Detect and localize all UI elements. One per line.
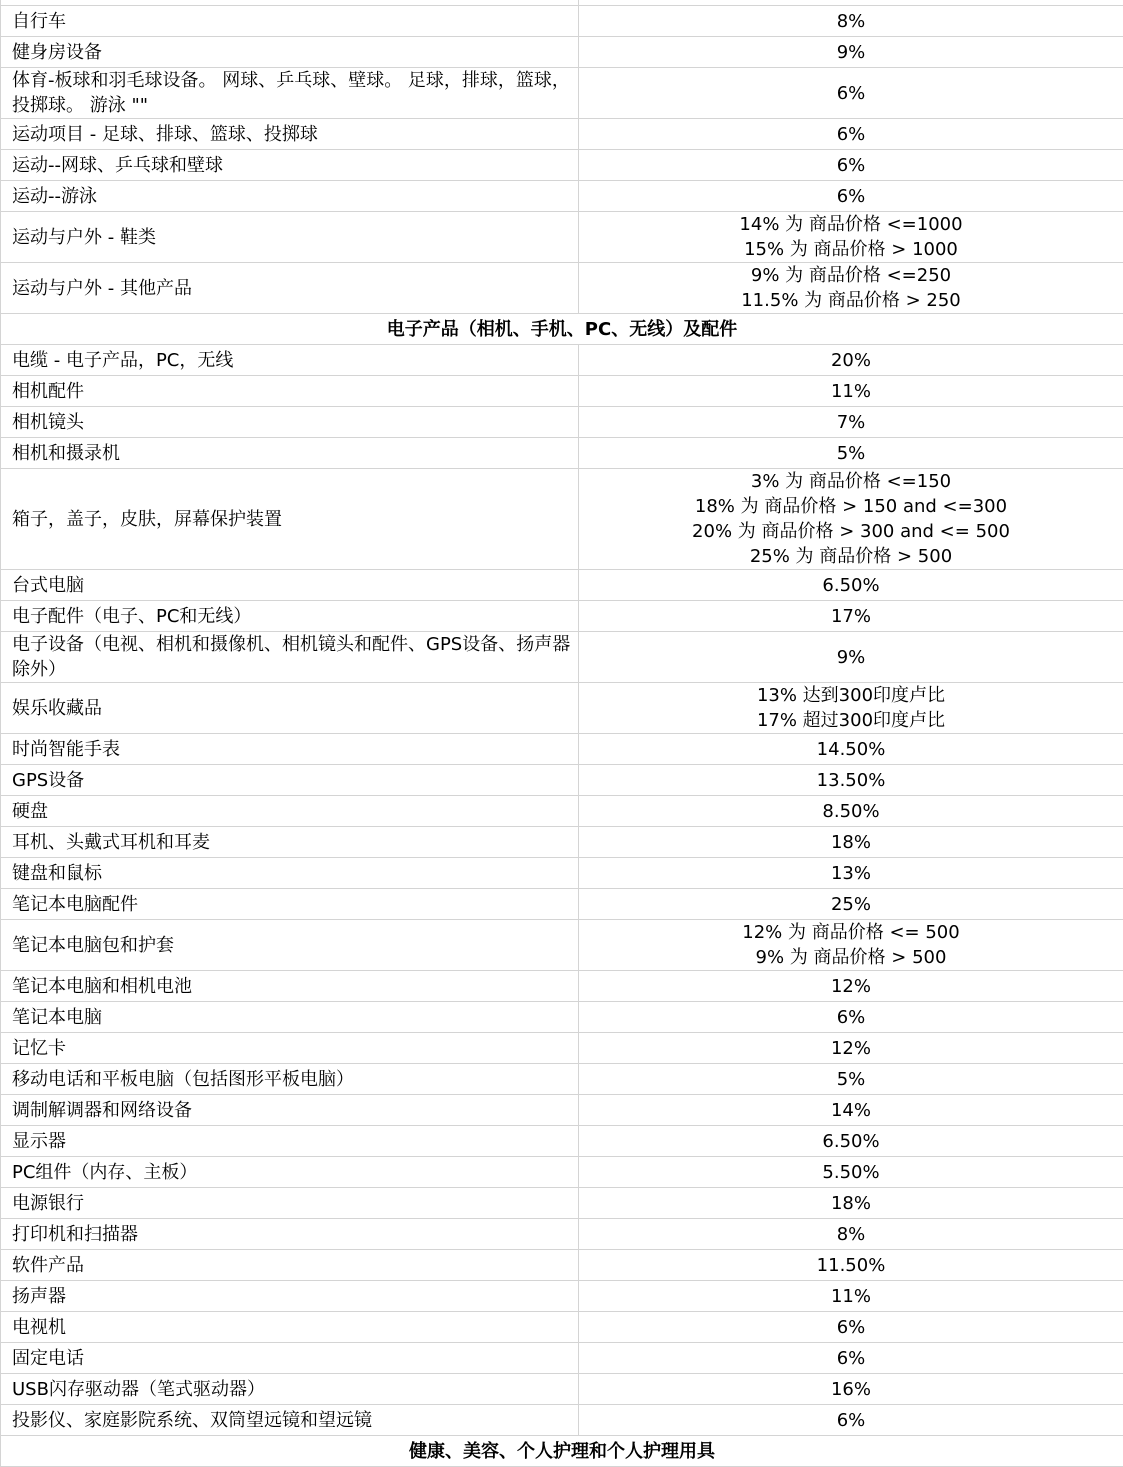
fee-cell <box>579 469 1123 570</box>
category-cell: 记忆卡 <box>1 1033 579 1064</box>
fee-line: 25% <box>579 892 1123 917</box>
fee-cell <box>579 601 1123 632</box>
category-cell: 娱乐收藏品 <box>1 683 579 734</box>
category-cell: 电子配件（电子、PC和无线） <box>1 601 579 632</box>
fee-line: 5% <box>579 441 1123 466</box>
fee-cell <box>579 263 1123 314</box>
table-row <box>1 683 1123 734</box>
fee-cell <box>579 796 1123 827</box>
fee-cell <box>579 1281 1123 1312</box>
fee-line: 6% <box>579 81 1123 106</box>
fee-cell <box>579 683 1123 734</box>
section-title: 健康、美容、个人护理和个人护理用具 <box>1 1436 1123 1467</box>
table-row <box>1 1157 1123 1188</box>
table-row <box>1 212 1123 263</box>
fee-line: 13.50% <box>579 768 1123 793</box>
table-row <box>1 765 1123 796</box>
fee-line: 6% <box>579 1315 1123 1340</box>
table-row <box>1 68 1123 119</box>
fee-cell <box>579 1219 1123 1250</box>
fee-line: 18% <box>579 1191 1123 1216</box>
category-cell: 体育-板球和羽毛球设备。 网球、乒乓球、壁球。 足球，排球，篮球，投掷球。 游泳 "" <box>1 68 579 119</box>
fee-cell <box>579 889 1123 920</box>
fee-line: 11% <box>579 1284 1123 1309</box>
table-row <box>1 1219 1123 1250</box>
table-row <box>1 858 1123 889</box>
fee-cell <box>579 827 1123 858</box>
fee-line: 8.50% <box>579 799 1123 824</box>
table-row <box>1 181 1123 212</box>
fee-cell <box>579 1002 1123 1033</box>
category-cell: 自行车 <box>1 6 579 37</box>
fee-line: 8% <box>579 1222 1123 1247</box>
category-cell: 笔记本电脑和相机电池 <box>1 971 579 1002</box>
category-cell: 电缆 - 电子产品，PC，无线 <box>1 345 579 376</box>
fee-line: 6% <box>579 184 1123 209</box>
category-cell: 笔记本电脑配件 <box>1 889 579 920</box>
category-cell: 打印机和扫描器 <box>1 1219 579 1250</box>
category-cell: 运动项目 - 足球、排球、篮球、投掷球 <box>1 119 579 150</box>
fee-cell <box>579 1064 1123 1095</box>
fee-line: 18% 为 商品价格 > 150 and <=300 <box>579 494 1123 519</box>
table-row <box>1 37 1123 68</box>
fee-line: 6% <box>579 1346 1123 1371</box>
fee-line: 3% 为 商品价格 <=150 <box>579 469 1123 494</box>
table-row <box>1 796 1123 827</box>
table-row <box>1 1374 1123 1405</box>
table-row <box>1 1343 1123 1374</box>
table-row <box>1 1281 1123 1312</box>
fee-table-body <box>1 0 1123 1467</box>
fee-cell <box>579 37 1123 68</box>
fee-line: 8% <box>579 9 1123 34</box>
fee-cell <box>579 212 1123 263</box>
table-row <box>1 1405 1123 1436</box>
fee-line: 20% <box>579 348 1123 373</box>
fee-line: 14% 为 商品价格 <=1000 <box>579 212 1123 237</box>
fee-line <box>579 0 1123 3</box>
category-cell: 键盘和鼠标 <box>1 858 579 889</box>
fee-line: 6% <box>579 1408 1123 1433</box>
fee-line: 14% <box>579 1098 1123 1123</box>
category-cell: 笔记本电脑包和护套 <box>1 920 579 971</box>
fee-cell <box>579 765 1123 796</box>
fee-cell <box>579 1312 1123 1343</box>
fee-line: 13% <box>579 861 1123 886</box>
fee-line: 9% <box>579 40 1123 65</box>
table-row <box>1 601 1123 632</box>
table-row <box>1 632 1123 683</box>
fee-cell <box>579 150 1123 181</box>
category-cell: 健身房设备 <box>1 37 579 68</box>
table-row <box>1 119 1123 150</box>
table-row <box>1 1064 1123 1095</box>
fee-line: 7% <box>579 410 1123 435</box>
fee-cell <box>579 1374 1123 1405</box>
category-cell: 软件产品 <box>1 1250 579 1281</box>
fee-line: 6% <box>579 122 1123 147</box>
category-cell: USB闪存驱动器（笔式驱动器） <box>1 1374 579 1405</box>
fee-line: 14.50% <box>579 737 1123 762</box>
category-cell: 电子设备（电视、相机和摄像机、相机镜头和配件、GPS设备、扬声器除外） <box>1 632 579 683</box>
fee-line: 18% <box>579 830 1123 855</box>
fee-line: 5.50% <box>579 1160 1123 1185</box>
fee-line: 16% <box>579 1377 1123 1402</box>
category-cell: 显示器 <box>1 1126 579 1157</box>
category-cell: 笔记本电脑 <box>1 1002 579 1033</box>
fee-cell <box>579 119 1123 150</box>
table-row <box>1 1033 1123 1064</box>
category-cell: GPS设备 <box>1 765 579 796</box>
table-row <box>1 150 1123 181</box>
fee-cell <box>579 345 1123 376</box>
fee-cell <box>579 376 1123 407</box>
category-cell: 运动--游泳 <box>1 181 579 212</box>
table-row <box>1 263 1123 314</box>
fee-line: 9% 为 商品价格 <=250 <box>579 263 1123 288</box>
fee-cell <box>579 407 1123 438</box>
category-cell: 箱子，盖子，皮肤，屏幕保护装置 <box>1 469 579 570</box>
table-row <box>1 6 1123 37</box>
category-cell: 运动与户外 - 其他产品 <box>1 263 579 314</box>
table-row <box>1 1126 1123 1157</box>
table-row <box>1 827 1123 858</box>
fee-line: 25% 为 商品价格 > 500 <box>579 544 1123 569</box>
category-cell: 耳机、头戴式耳机和耳麦 <box>1 827 579 858</box>
table-row <box>1 889 1123 920</box>
category-cell: 扬声器 <box>1 1281 579 1312</box>
fee-line: 11.50% <box>579 1253 1123 1278</box>
category-cell: 相机配件 <box>1 376 579 407</box>
fee-line: 6% <box>579 153 1123 178</box>
section-header-row <box>1 314 1123 345</box>
fee-line: 11% <box>579 379 1123 404</box>
fee-line: 20% 为 商品价格 > 300 and <= 500 <box>579 519 1123 544</box>
fee-cell <box>579 971 1123 1002</box>
fee-line: 13% 达到300印度卢比 <box>579 683 1123 708</box>
section-title: 电子产品（相机、手机、PC、无线）及配件 <box>1 314 1123 345</box>
table-row <box>1 345 1123 376</box>
category-cell: 电源银行 <box>1 1188 579 1219</box>
table-row <box>1 734 1123 765</box>
fee-line: 17% 超过300印度卢比 <box>579 708 1123 733</box>
fee-line: 6.50% <box>579 573 1123 598</box>
fee-cell <box>579 858 1123 889</box>
table-row <box>1 376 1123 407</box>
fee-cell <box>579 68 1123 119</box>
table-row <box>1 438 1123 469</box>
category-cell: PC组件（内存、主板） <box>1 1157 579 1188</box>
fee-cell <box>579 734 1123 765</box>
fee-line: 11.5% 为 商品价格 > 250 <box>579 288 1123 313</box>
fee-cell <box>579 632 1123 683</box>
table-row <box>1 1095 1123 1126</box>
fee-cell <box>579 1188 1123 1219</box>
category-cell: 台式电脑 <box>1 570 579 601</box>
table-row <box>1 469 1123 570</box>
table-row <box>1 971 1123 1002</box>
category-cell: 投影仪、家庭影院系统、双筒望远镜和望远镜 <box>1 1405 579 1436</box>
fee-cell <box>579 181 1123 212</box>
fee-cell <box>579 1343 1123 1374</box>
fee-line: 12% 为 商品价格 <= 500 <box>579 920 1123 945</box>
fee-line: 17% <box>579 604 1123 629</box>
category-cell: 调制解调器和网络设备 <box>1 1095 579 1126</box>
fee-cell <box>579 570 1123 601</box>
fee-cell <box>579 1405 1123 1436</box>
table-row <box>1 1250 1123 1281</box>
category-cell: 相机镜头 <box>1 407 579 438</box>
category-cell: 移动电话和平板电脑（包括图形平板电脑） <box>1 1064 579 1095</box>
fee-line: 9% 为 商品价格 > 500 <box>579 945 1123 970</box>
category-cell: 运动--网球、乒乓球和壁球 <box>1 150 579 181</box>
fee-cell <box>579 438 1123 469</box>
category-cell: 相机和摄录机 <box>1 438 579 469</box>
fee-line: 9% <box>579 645 1123 670</box>
fee-line: 6% <box>579 1005 1123 1030</box>
category-cell: 时尚智能手表 <box>1 734 579 765</box>
category-cell: 电视机 <box>1 1312 579 1343</box>
table-row <box>1 1312 1123 1343</box>
fee-cell <box>579 6 1123 37</box>
fee-line: 5% <box>579 1067 1123 1092</box>
category-cell: 固定电话 <box>1 1343 579 1374</box>
table-row <box>1 1188 1123 1219</box>
table-row <box>1 570 1123 601</box>
fee-line: 15% 为 商品价格 > 1000 <box>579 237 1123 262</box>
fee-cell <box>579 1126 1123 1157</box>
table-row <box>1 407 1123 438</box>
table-row <box>1 1002 1123 1033</box>
category-cell: 运动与户外 - 鞋类 <box>1 212 579 263</box>
fee-cell <box>579 1033 1123 1064</box>
category-cell: 硬盘 <box>1 796 579 827</box>
table-row <box>1 920 1123 971</box>
fee-line: 6.50% <box>579 1129 1123 1154</box>
fee-cell <box>579 1095 1123 1126</box>
fee-cell <box>579 1157 1123 1188</box>
fee-line: 12% <box>579 974 1123 999</box>
fee-cell <box>579 920 1123 971</box>
fee-line: 12% <box>579 1036 1123 1061</box>
fee-cell <box>579 1250 1123 1281</box>
